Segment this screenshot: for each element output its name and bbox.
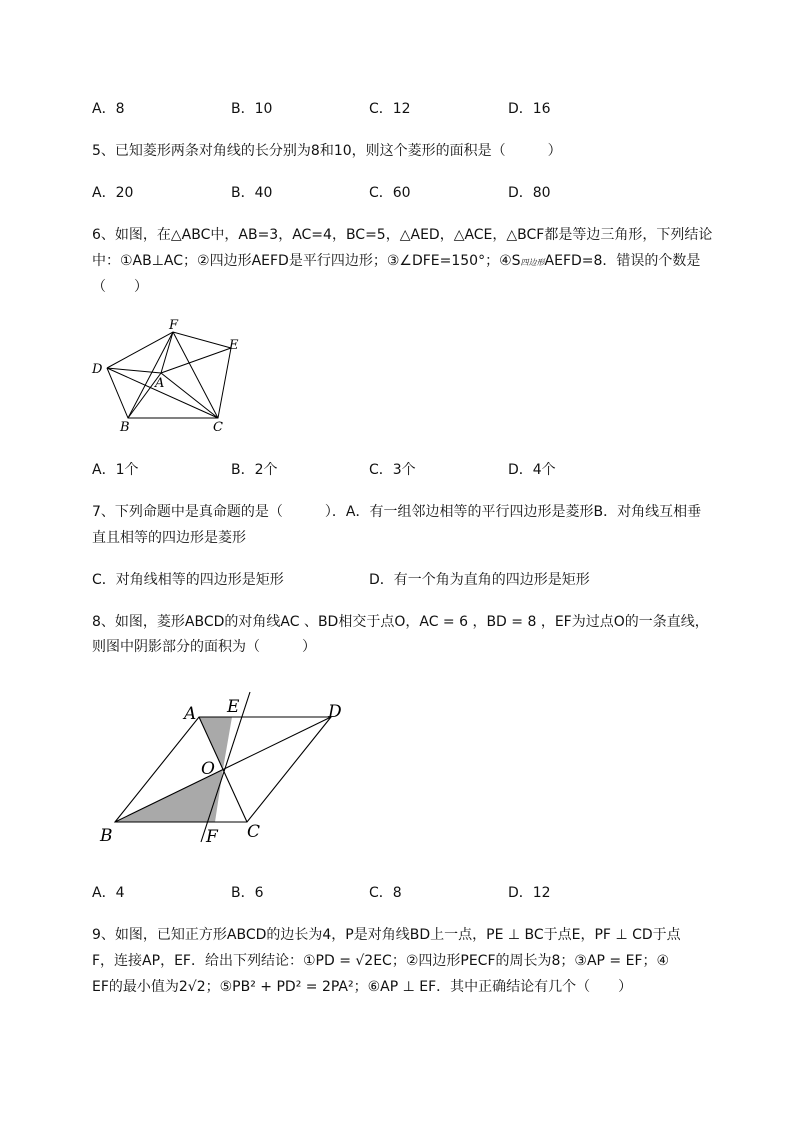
- q6-label-b: B: [120, 420, 130, 435]
- q5-option-a: A．20: [92, 185, 134, 201]
- q5-stem: 5、已知菱形两条对角线的长分别为8和10，则这个菱形的面积是（ ）: [92, 143, 562, 159]
- q8-label-o: O: [201, 759, 215, 779]
- q8-label-e: E: [227, 697, 240, 717]
- q4-option-a: A．8: [92, 101, 125, 117]
- q6-option-c: C．3个: [369, 462, 416, 478]
- q8-option-c: C．8: [369, 885, 402, 901]
- q7-option-c: C．对角线相等的四边形是矩形: [92, 572, 284, 588]
- q8-figure: [95, 690, 355, 850]
- q8-label-a: A: [184, 704, 197, 724]
- q8-stem-line1: 8、如图，菱形ABCD的对角线AC 、BD相交于点O，AC = 6 ，BD = 8 ，EF为过点O的一条直线，: [92, 614, 709, 630]
- q5-option-c: C．60: [369, 185, 411, 201]
- q6-option-d: D．4个: [508, 462, 556, 478]
- q6-stem-line3: （ ）: [92, 279, 148, 295]
- q4-option-d: D．16: [508, 101, 551, 117]
- q8-stem-line2: 则图中阴影部分的面积为（ ）: [92, 639, 316, 655]
- q8-label-f: F: [206, 827, 218, 847]
- q6-option-a: A．1个: [92, 462, 139, 478]
- q8-options: [92, 883, 732, 903]
- q8-label-b: B: [100, 826, 113, 846]
- q6-stem-line1: 6、如图，在△ABC中，AB=3，AC=4，BC=5，△AED，△ACE，△BCF都是等边三角形，下列结论: [92, 227, 713, 243]
- q6-line2-part2: AEFD=8．错误的个数是: [544, 253, 701, 269]
- q7-stem-line2: 直且相等的四边形是菱形: [92, 530, 246, 546]
- q6-label-c: C: [213, 420, 223, 435]
- q9-stem-line3: EF的最小值为2√2；⑤PB² + PD² = 2PA²；⑥AP ⊥ EF．其中正确结论有几个（ ）: [92, 979, 633, 995]
- q7-stem-line1: 7、下列命题中是真命题的是（ ）．A．有一组邻边相等的平行四边形是菱形B．对角线互相垂: [92, 504, 702, 520]
- q5-option-b: B．40: [231, 185, 273, 201]
- q4-option-b: B．10: [231, 101, 273, 117]
- q9-stem-line1: 9、如图，已知正方形ABCD的边长为4，P是对角线BD上一点，PE ⊥ BC于点E，PF ⊥ CD于点: [92, 927, 681, 943]
- q6-label-f: F: [169, 318, 179, 333]
- q6-options: [92, 460, 732, 480]
- q4-option-c: C．12: [369, 101, 411, 117]
- q6-figure: [88, 318, 258, 438]
- q9-stem-line2: F，连接AP，EF．给出下列结论：①PD = √2EC；②四边形PECF的周长为8；③AP = EF；④: [92, 953, 670, 969]
- q8-label-c: C: [247, 822, 261, 842]
- q5-option-d: D．80: [508, 185, 551, 201]
- q6-line2-subscript: 四边形: [520, 258, 545, 267]
- q8-option-a: A．4: [92, 885, 125, 901]
- q4-options: [92, 99, 732, 119]
- q6-line2-part1: 中：①AB⊥AC；②四边形AEFD是平行四边形；③∠DFE=150°；④S: [92, 253, 521, 269]
- q8-option-d: D．12: [508, 885, 551, 901]
- q8-option-b: B．6: [231, 885, 264, 901]
- q6-label-a: A: [155, 376, 165, 391]
- q7-option-d: D．有一个角为直角的四边形是矩形: [369, 572, 590, 588]
- q6-option-b: B．2个: [231, 462, 278, 478]
- q7-options: [92, 570, 732, 590]
- q8-label-d: D: [328, 702, 342, 722]
- q5-options: [92, 183, 732, 203]
- q6-label-e: E: [229, 338, 239, 353]
- q6-label-d: D: [92, 362, 103, 377]
- q6-stem-line2: [92, 251, 700, 273]
